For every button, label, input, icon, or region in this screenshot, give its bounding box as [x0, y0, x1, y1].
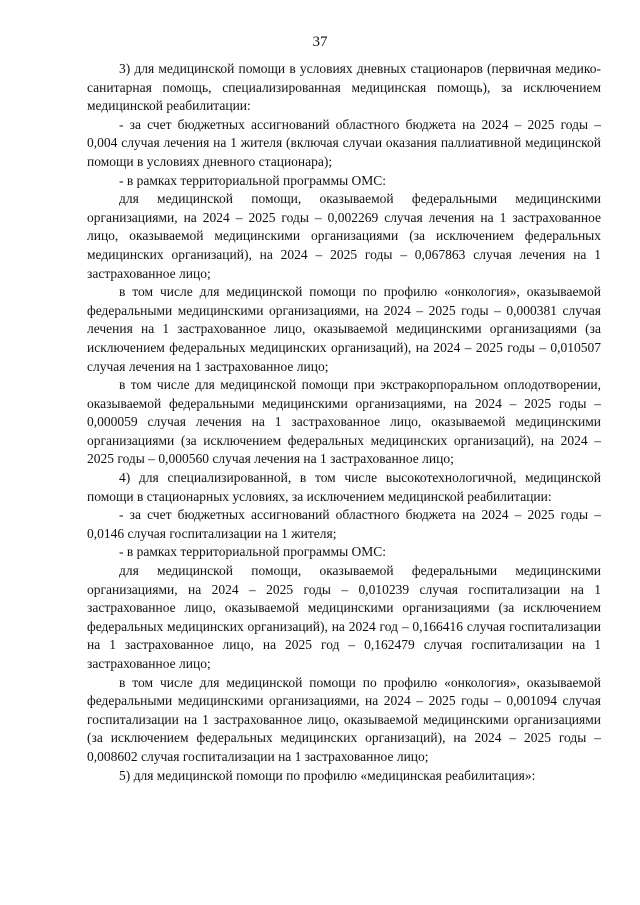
- paragraph-oncology-inpatient: в том числе для медицинской помощи по профилю «онкология», оказываемой федеральными медицинскими организациями, на 2024 – 2025 годы – 0,001094 случая госпитализации на 1 застрахованное лицо, оказываемой медицинскими организациями (за исключением федеральных медицинских организаций), на 2024 – 2025 годы – 0,008602 случая госпитализации на 1 застрахованное лицо;: [87, 674, 601, 764]
- paragraph-oms-program-inpatient: - в рамках территориальной программы ОМС:: [119, 544, 387, 560]
- paragraph-regional-budget-inpatient: - за счет бюджетных ассигнований областного бюджета на 2024 – 2025 годы – 0,0146 случая госпитализации на 1 жителя;: [87, 507, 601, 541]
- paragraph-oms-program-day-hospital: - в рамках территориальной программы ОМС:: [119, 172, 387, 188]
- paragraph-oncology-day-hospital: в том числе для медицинской помощи по профилю «онкология», оказываемой федеральными медицинскими организациями, на 2024 – 2025 годы – 0,000381 случая лечения на 1 застрахованное лицо, оказываемой медицинскими организациями (за исключением федеральных медицинских организаций), на 2024 – 2025 годы – 0,010507 случая лечения на 1 застрахованное лицо;: [87, 284, 601, 374]
- paragraph-item-5-rehabilitation: 5) для медицинской помощи по профилю «медицинская реабилитация»:: [119, 767, 536, 783]
- paragraph-ivf-day-hospital: в том числе для медицинской помощи при экстракорпоральном оплодотворении, оказываемой федеральными медицинскими организациями, на 2024 – 2025 годы – 0,000059 случая лечения на 1 застрахованное лицо, оказываемой медицинскими организациями (за исключением федеральных медицинских организаций), на 2024 – 2025 годы – 0,000560 случая лечения на 1 застрахованное лицо;: [87, 377, 601, 467]
- document-body: [87, 60, 601, 785]
- paragraph-federal-orgs-inpatient: для медицинской помощи, оказываемой федеральными медицинскими организациями, на 2024 – 2025 годы – 0,010239 случая госпитализации на 1 застрахованное лицо, оказываемой медицинскими организациями (за исключением федеральных медицинских организаций), на 2024 год – 0,166416 случая госпитализации на 1 застрахованное лицо, на 2025 год – 0,162479 случая госпитализации на 1 застрахованное лицо;: [87, 563, 601, 671]
- paragraph-item-4-inpatient: 4) для специализированной, в том числе высокотехнологичной, медицинской помощи в стационарных условиях, за исключением медицинской реабилитации:: [87, 470, 601, 504]
- paragraph-regional-budget-day-hospital: - за счет бюджетных ассигнований областного бюджета на 2024 – 2025 годы – 0,004 случая лечения на 1 жителя (включая случаи оказания паллиативной медицинской помощи в условиях дневного стационара);: [87, 116, 601, 169]
- paragraph-item-3-day-hospital: 3) для медицинской помощи в условиях дневных стационаров (первичная медико-санитарная помощь, специализированная медицинская помощь), за исключением медицинской реабилитации:: [87, 61, 601, 114]
- paragraph-federal-orgs-day-hospital: для медицинской помощи, оказываемой федеральными медицинскими организациями, на 2024 – 2025 годы – 0,002269 случая лечения на 1 застрахованное лицо, оказываемой медицинскими организациями (за исключением федеральных медицинских организаций), на 2024 – 2025 годы – 0,067863 случая лечения на 1 застрахованное лицо;: [87, 191, 601, 281]
- page-number: 37: [312, 34, 328, 50]
